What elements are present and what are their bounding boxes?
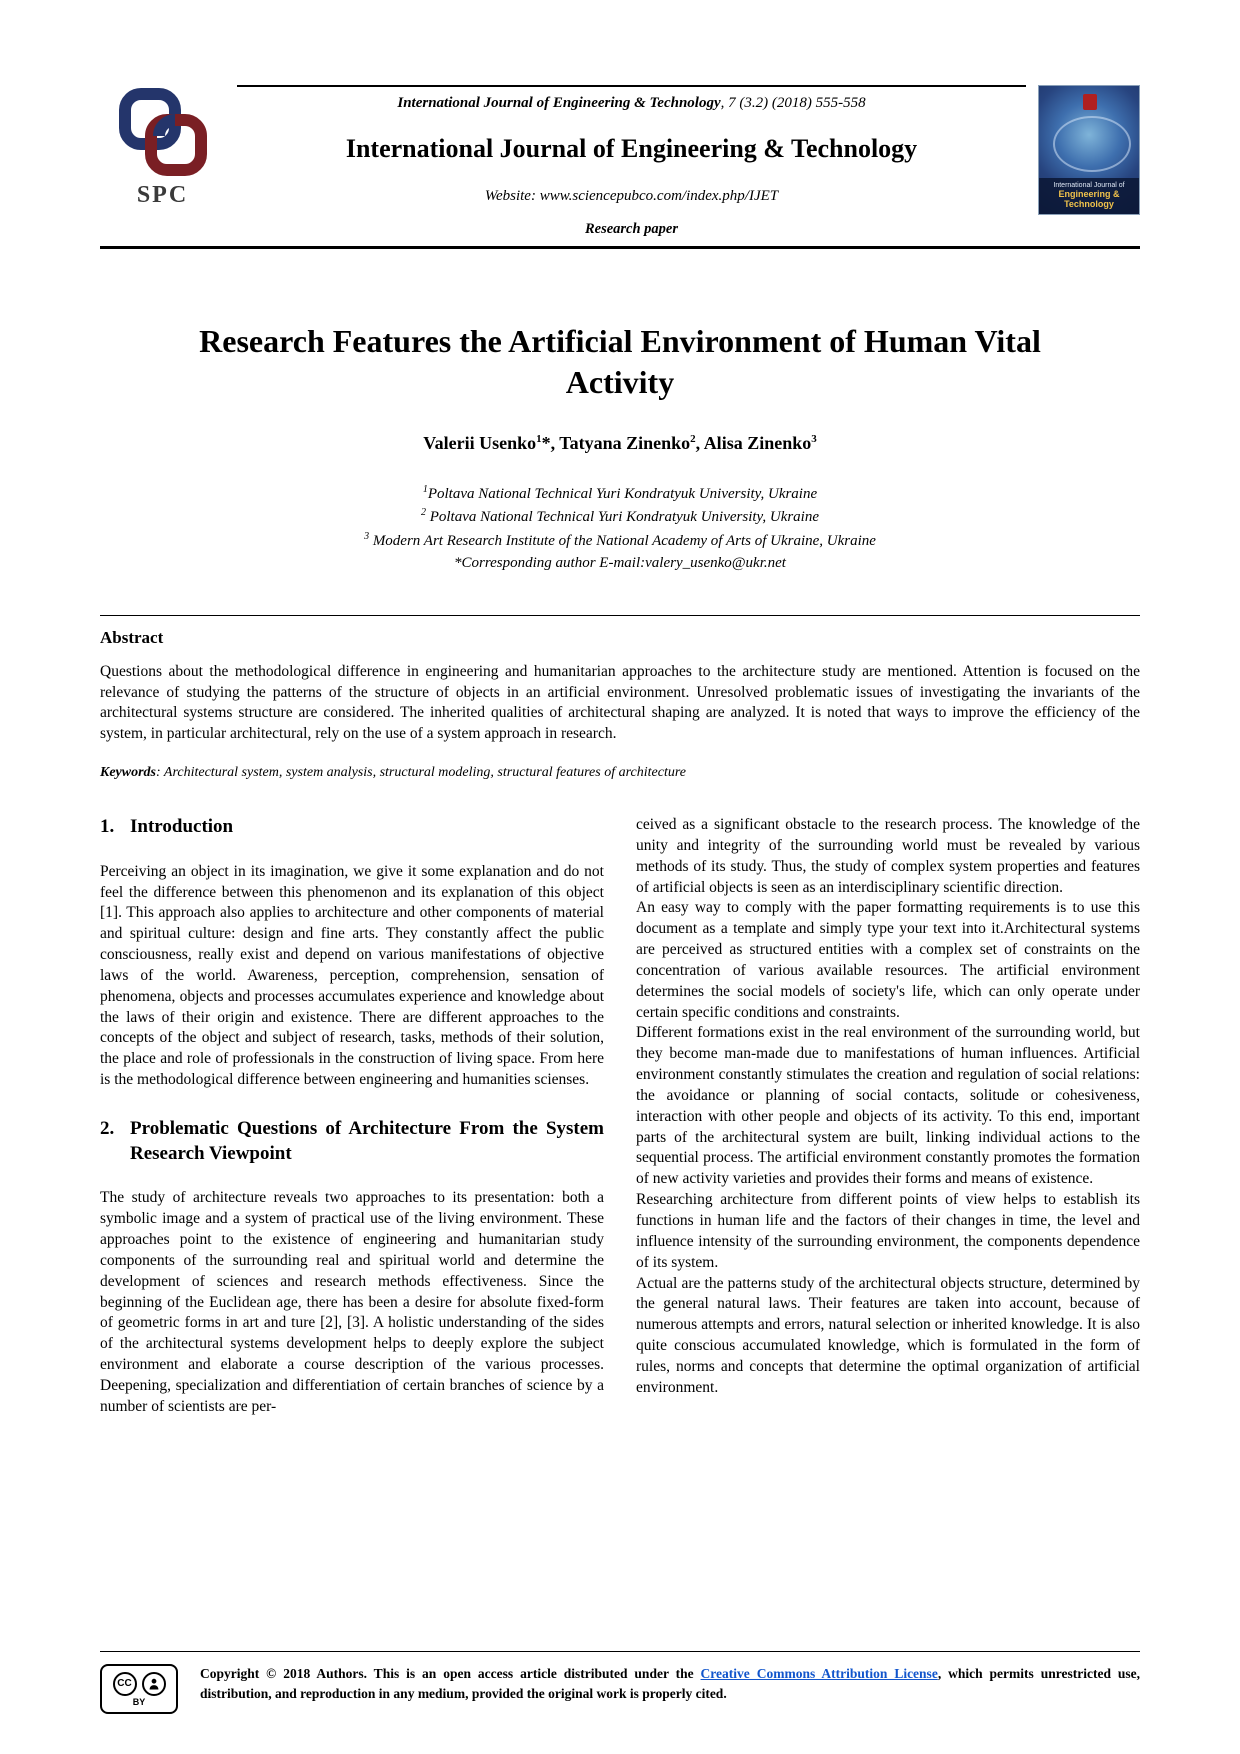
- author-name-2: Tatyana Zinenko: [559, 432, 691, 453]
- journal-reference-issue: , 7 (3.2) (2018) 555-558: [720, 95, 866, 111]
- keywords-line: [100, 765, 1140, 781]
- author-name-3: Alisa Zinenko: [703, 432, 812, 453]
- right-column: [636, 815, 1140, 1418]
- section-heading-problematic-questions: [100, 1117, 604, 1166]
- person-glyph: [147, 1677, 161, 1691]
- cc-person-icon: [142, 1672, 166, 1696]
- author-sup-3: 3: [811, 432, 817, 445]
- keywords-text: : Architectural system, system analysis, structural modeling, structural features of architecture: [156, 764, 686, 780]
- journal-reference-name: International Journal of Engineering & Technology: [397, 95, 721, 111]
- affiliation-2: $^2$ Poltava National Technical Yuri Kondratyuk University, Ukraine: [420, 507, 820, 526]
- copyright-text: [200, 1664, 1140, 1705]
- section-number: 1.: [100, 815, 115, 837]
- journal-cover-title: Engineering & Technology: [1058, 189, 1120, 209]
- article-title: Research Features the Artificial Environment of Human Vital Activity: [199, 323, 1041, 400]
- cc-by-badge: [100, 1664, 178, 1714]
- journal-website: Website: www.sciencepubco.com/index.php/IJET: [484, 188, 779, 204]
- corresponding-author: *Corresponding author E-mail:valery_usenko@ukr.net: [454, 555, 786, 572]
- journal-cover-thumbnail: [1038, 85, 1140, 215]
- authors-line: [100, 433, 1140, 454]
- journal-cover-kicker: International Journal of: [1053, 182, 1125, 189]
- paper-type-label: Research paper: [584, 221, 679, 237]
- journal-header: [100, 85, 1140, 249]
- section-number: 2.: [100, 1117, 115, 1139]
- affiliation-1: $^1$Poltava National Technical Yuri Kondratyuk University, Ukraine: [422, 483, 818, 502]
- intro-paragraph: Perceiving an object in its imagination, we give it some explanation and do not feel the difference between this phenomenon and its explanation of this object [1]. This approach also applies to architecture and other components of material and spiritual culture: design and fine arts. They constantly affect the public consciousness, really exist and depend on various manifestations of objective laws of the world. Awareness, perception, comprehension, sensation of phenomena, objects and processes accumulates experience and knowledge about the laws of their origin and existence. There are different approaches to the concepts of the object and subject of research, tasks, methods of their solution, the place and role of professionals in the construction of living space. From here is the methodological difference between engineering and humanities scienses.: [100, 862, 604, 1089]
- journal-masthead: [237, 85, 1026, 238]
- abstract-divider: [100, 615, 1140, 616]
- cc-icon: CC: [113, 1672, 137, 1696]
- author-sep-1: *,: [541, 432, 560, 453]
- section-title: Problematic Questions of Architecture From the System Research Viewpoint: [130, 1117, 604, 1164]
- right-paragraph-3: Different formations exist in the real environment of the surrounding world, but they become man-made due to manifestations of human influences. Artificial environment constantly stimulates the creation and regulation of social relations: the avoidance or planning of social contacts, solitude or cohesiveness, interaction with other people and objects of its activity. To this end, important parts of the architectural system are built, linking individual actions to the sequential process. The artificial environment constantly promotes the formation of new activity varieties and provides their forms and means of existence.: [636, 1024, 1140, 1188]
- author-sup-2: 2: [690, 432, 696, 445]
- copyright-text-after: , which permits unrestricted use, distribution, and reproduction in any medium, provided the original work is properly cited.: [200, 1666, 1141, 1702]
- copyright-footer: [100, 1651, 1140, 1714]
- affiliations: [100, 482, 1140, 575]
- author-name-1: Valerii Usenko: [423, 432, 537, 453]
- spc-logo-text: SPC: [136, 182, 189, 208]
- right-paragraph-1: ceived as a significant obstacle to the research process. The knowledge of the unity and integrity of the surrounding world must be revealed by various methods of its study. Thus, the study of complex system properties and features of artificial objects is seen as an interdisciplinary scientific direction.: [636, 815, 1140, 896]
- author-sep-2: ,: [695, 432, 704, 453]
- section-title: Introduction: [130, 815, 234, 837]
- journal-title: International Journal of Engineering & Technology: [345, 134, 918, 163]
- left-column: [100, 815, 604, 1418]
- journal-reference: [247, 95, 1016, 112]
- author-sup-1: 1: [536, 432, 542, 445]
- journal-cover-caption: [1039, 178, 1139, 214]
- copyright-text-before: Copyright © 2018 Authors. This is an open access article distributed under the: [200, 1666, 701, 1681]
- right-paragraph-4: Researching architecture from different points of view helps to establish its functions in human life and the factors of their changes in time, the level and influence intensity of the surrounding environment, the components dependence of its system.: [636, 1191, 1140, 1271]
- section-heading-introduction: [100, 815, 604, 840]
- section2-paragraph: The study of architecture reveals two approaches to its presentation: both a symbolic image and a system of practical use of the living environment. These approaches point to the existence of engineering and humanitarian study components of the surrounding real and spiritual world and determine the development of sciences and research methods effectiveness. Since the beginning of the Euclidean age, there has been a desire for absolute fixed-form of geometric forms in art and ture [2], [3]. A holistic understanding of the sides of the architectural systems development helps to deeply explore the subject environment and elaborate a course description of the various processes. Deepening, specialization and differentiation of certain branches of science by a number of scientists are per-: [100, 1189, 604, 1415]
- keywords-label: Keywords: [100, 764, 156, 780]
- spc-logo: [100, 85, 225, 238]
- body-columns: [100, 815, 1140, 1418]
- cc-by-label: BY: [132, 1696, 146, 1707]
- cc-license-link[interactable]: Creative Commons Attribution License: [700, 1666, 938, 1681]
- affiliation-3: $^3$ Modern Art Research Institute of the National Academy of Arts of Ukraine, Ukraine: [364, 530, 876, 549]
- right-paragraph-2: An easy way to comply with the paper formatting requirements is to use this document as a template and simply type your text into it.Architectural systems are perceived as structured entities with a complex set of constraints on the concentration of various available resources. The artificial environment determines the social models of society's life, which can only operate under certain specific conditions and constraints.: [636, 899, 1140, 1021]
- right-paragraph-5: Actual are the patterns study of the architectural objects structure, determined by the general natural laws. Their features are taken into account, because of numerous attempts and errors, natural selection or inherited knowledge. It is also quite conscious accumulated knowledge, which is formulated in the form of rules, norms and concepts that determine the optimal organization of artificial environment.: [636, 1274, 1140, 1396]
- spc-logo-mark: [113, 87, 213, 183]
- abstract-heading: Abstract: [100, 627, 164, 647]
- cc-icons-row: [113, 1672, 166, 1696]
- abstract-text: Questions about the methodological difference in engineering and humanitarian approaches to the architecture study are mentioned. Attention is focused on the relevance of studying the patterns of the structure of objects in an artificial environment. Unresolved problematic issues of investigating the invariants of the architectural systems structure are considered. The inherited qualities of architectural shaping are analyzed. It is noted that ways to improve the efficiency of the system, in particular architectural, rely on the use of a system approach in research.: [100, 662, 1140, 743]
